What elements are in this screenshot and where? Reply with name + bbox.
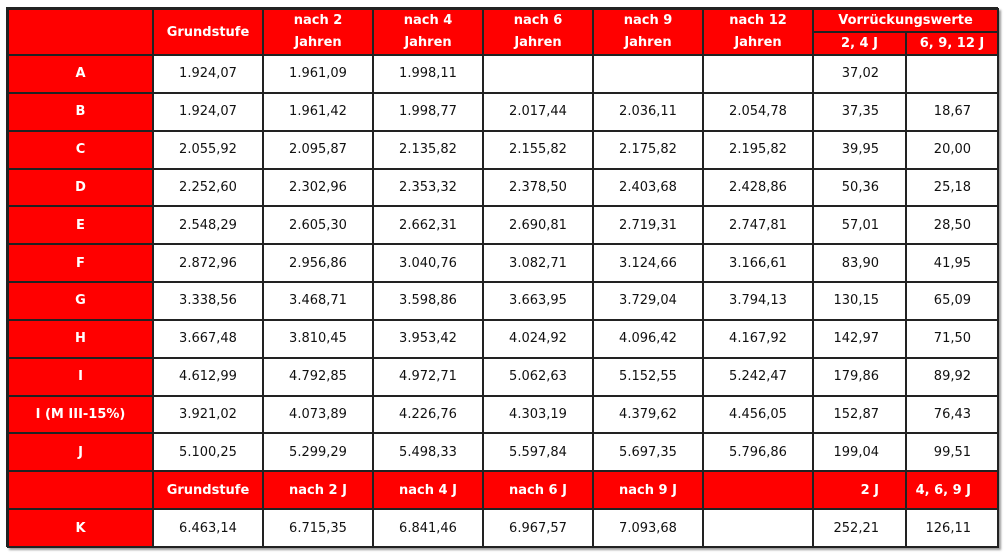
value-cell: 4.612,99 [153, 358, 263, 396]
header-row-1 [8, 9, 998, 32]
value-cell: 18,67 [906, 93, 998, 131]
row-label: A [8, 55, 153, 93]
value-cell: 1.961,42 [263, 93, 373, 131]
value-cell: 3.953,42 [373, 320, 483, 358]
subheader-cell: 2 J [813, 471, 906, 509]
value-cell: 5.498,33 [373, 433, 483, 471]
value-cell: 6.967,57 [483, 509, 593, 547]
salary-table-frame [6, 7, 998, 547]
value-cell: 76,43 [906, 396, 998, 434]
value-cell [703, 509, 813, 547]
table-row [8, 433, 998, 471]
value-cell: 28,50 [906, 206, 998, 244]
value-cell: 2.690,81 [483, 206, 593, 244]
value-cell: 3.082,71 [483, 244, 593, 282]
value-cell: 4.024,92 [483, 320, 593, 358]
value-cell: 2.428,86 [703, 169, 813, 207]
value-cell: 3.667,48 [153, 320, 263, 358]
value-cell: 3.921,02 [153, 396, 263, 434]
header-nach-6 [483, 9, 593, 55]
subheader-cell: nach 2 J [263, 471, 373, 509]
value-cell: 2.605,30 [263, 206, 373, 244]
value-cell: 25,18 [906, 169, 998, 207]
value-cell: 2.872,96 [153, 244, 263, 282]
value-cell: 4.303,19 [483, 396, 593, 434]
value-cell: 3.729,04 [593, 282, 703, 320]
value-cell: 1.998,77 [373, 93, 483, 131]
header-nach-9-line2: Jahren [624, 35, 672, 50]
value-cell: 152,87 [813, 396, 906, 434]
table-row [8, 206, 998, 244]
value-cell: 2.403,68 [593, 169, 703, 207]
value-cell: 71,50 [906, 320, 998, 358]
value-cell: 2.155,82 [483, 131, 593, 169]
value-cell: 126,11 [906, 509, 998, 547]
header-nach-2 [263, 9, 373, 55]
header-grundstufe: Grundstufe [153, 9, 263, 55]
row-label: E [8, 206, 153, 244]
value-cell: 6.715,35 [263, 509, 373, 547]
value-cell: 2.195,82 [703, 131, 813, 169]
header-nach-2-line1: nach 2 [293, 13, 343, 28]
value-cell: 2.378,50 [483, 169, 593, 207]
value-cell: 1.924,07 [153, 93, 263, 131]
value-cell: 3.810,45 [263, 320, 373, 358]
header-vorrueckungswerte: Vorrückungswerte [813, 9, 998, 32]
subheader-cell: 4, 6, 9 J [906, 471, 998, 509]
value-cell: 5.152,55 [593, 358, 703, 396]
value-cell: 4.379,62 [593, 396, 703, 434]
header-nach-12-line1: nach 12 [729, 13, 787, 28]
value-cell: 6.841,46 [373, 509, 483, 547]
subheader-cell: nach 4 J [373, 471, 483, 509]
value-cell: 2.719,31 [593, 206, 703, 244]
table-row [8, 55, 998, 93]
value-cell: 199,04 [813, 433, 906, 471]
subheader-cell: nach 6 J [483, 471, 593, 509]
value-cell: 5.697,35 [593, 433, 703, 471]
header-nach-9-line1: nach 9 [623, 13, 673, 28]
row-label: K [8, 509, 153, 547]
row-label: I [8, 358, 153, 396]
value-cell: 4.167,92 [703, 320, 813, 358]
header-nach-12 [703, 9, 813, 55]
value-cell: 3.338,56 [153, 282, 263, 320]
value-cell: 2.747,81 [703, 206, 813, 244]
value-cell: 20,00 [906, 131, 998, 169]
value-cell: 2.252,60 [153, 169, 263, 207]
value-cell [593, 55, 703, 93]
value-cell: 5.796,86 [703, 433, 813, 471]
value-cell: 1.961,09 [263, 55, 373, 93]
table-row [8, 282, 998, 320]
header-nach-9 [593, 9, 703, 55]
value-cell: 3.124,66 [593, 244, 703, 282]
header-nach-2-line2: Jahren [294, 35, 342, 50]
row-label: I (M III-15%) [8, 396, 153, 434]
table-row [8, 169, 998, 207]
value-cell: 57,01 [813, 206, 906, 244]
table-row [8, 93, 998, 131]
header-vr-2-4: 2, 4 J [813, 32, 906, 55]
row-label: J [8, 433, 153, 471]
value-cell: 4.226,76 [373, 396, 483, 434]
value-cell: 5.242,47 [703, 358, 813, 396]
value-cell: 3.598,86 [373, 282, 483, 320]
value-cell: 2.095,87 [263, 131, 373, 169]
table-row [8, 509, 998, 547]
value-cell: 5.062,63 [483, 358, 593, 396]
value-cell [906, 55, 998, 93]
value-cell: 2.055,92 [153, 131, 263, 169]
value-cell: 4.096,42 [593, 320, 703, 358]
table-row [8, 131, 998, 169]
header-nach-4-line2: Jahren [404, 35, 452, 50]
subheader-corner [8, 471, 153, 509]
table-row [8, 320, 998, 358]
value-cell [483, 55, 593, 93]
value-cell: 65,09 [906, 282, 998, 320]
row-label: D [8, 169, 153, 207]
value-cell: 39,95 [813, 131, 906, 169]
header-nach-12-line2: Jahren [734, 35, 782, 50]
subheader-cell [703, 471, 813, 509]
value-cell: 1.998,11 [373, 55, 483, 93]
value-cell: 2.548,29 [153, 206, 263, 244]
table-row [8, 396, 998, 434]
value-cell: 5.100,25 [153, 433, 263, 471]
subheader-cell: Grundstufe [153, 471, 263, 509]
value-cell: 2.662,31 [373, 206, 483, 244]
value-cell: 130,15 [813, 282, 906, 320]
row-label: G [8, 282, 153, 320]
value-cell: 142,97 [813, 320, 906, 358]
value-cell: 41,95 [906, 244, 998, 282]
value-cell: 2.135,82 [373, 131, 483, 169]
value-cell: 83,90 [813, 244, 906, 282]
value-cell: 2.036,11 [593, 93, 703, 131]
value-cell: 3.166,61 [703, 244, 813, 282]
subheader-row [8, 471, 998, 509]
value-cell: 4.073,89 [263, 396, 373, 434]
table-body [8, 55, 998, 547]
value-cell: 3.663,95 [483, 282, 593, 320]
value-cell: 2.956,86 [263, 244, 373, 282]
value-cell: 89,92 [906, 358, 998, 396]
value-cell: 2.054,78 [703, 93, 813, 131]
subheader-cell: nach 9 J [593, 471, 703, 509]
value-cell: 3.468,71 [263, 282, 373, 320]
value-cell: 4.456,05 [703, 396, 813, 434]
header-vr-6-9-12: 6, 9, 12 J [906, 32, 998, 55]
value-cell: 4.972,71 [373, 358, 483, 396]
value-cell [703, 55, 813, 93]
header-nach-6-line2: Jahren [514, 35, 562, 50]
table-row [8, 358, 998, 396]
value-cell: 37,02 [813, 55, 906, 93]
value-cell: 2.017,44 [483, 93, 593, 131]
row-label: F [8, 244, 153, 282]
value-cell: 4.792,85 [263, 358, 373, 396]
header-nach-4 [373, 9, 483, 55]
value-cell: 99,51 [906, 433, 998, 471]
salary-table [7, 8, 999, 548]
value-cell: 2.353,32 [373, 169, 483, 207]
value-cell: 2.302,96 [263, 169, 373, 207]
value-cell: 5.597,84 [483, 433, 593, 471]
value-cell: 252,21 [813, 509, 906, 547]
value-cell: 3.040,76 [373, 244, 483, 282]
value-cell: 3.794,13 [703, 282, 813, 320]
header-corner [8, 9, 153, 55]
value-cell: 50,36 [813, 169, 906, 207]
value-cell: 5.299,29 [263, 433, 373, 471]
row-label: B [8, 93, 153, 131]
value-cell: 2.175,82 [593, 131, 703, 169]
row-label: C [8, 131, 153, 169]
value-cell: 179,86 [813, 358, 906, 396]
value-cell: 1.924,07 [153, 55, 263, 93]
table-row [8, 244, 998, 282]
row-label: H [8, 320, 153, 358]
header-nach-6-line1: nach 6 [513, 13, 563, 28]
value-cell: 6.463,14 [153, 509, 263, 547]
value-cell: 7.093,68 [593, 509, 703, 547]
value-cell: 37,35 [813, 93, 906, 131]
header-nach-4-line1: nach 4 [403, 13, 453, 28]
